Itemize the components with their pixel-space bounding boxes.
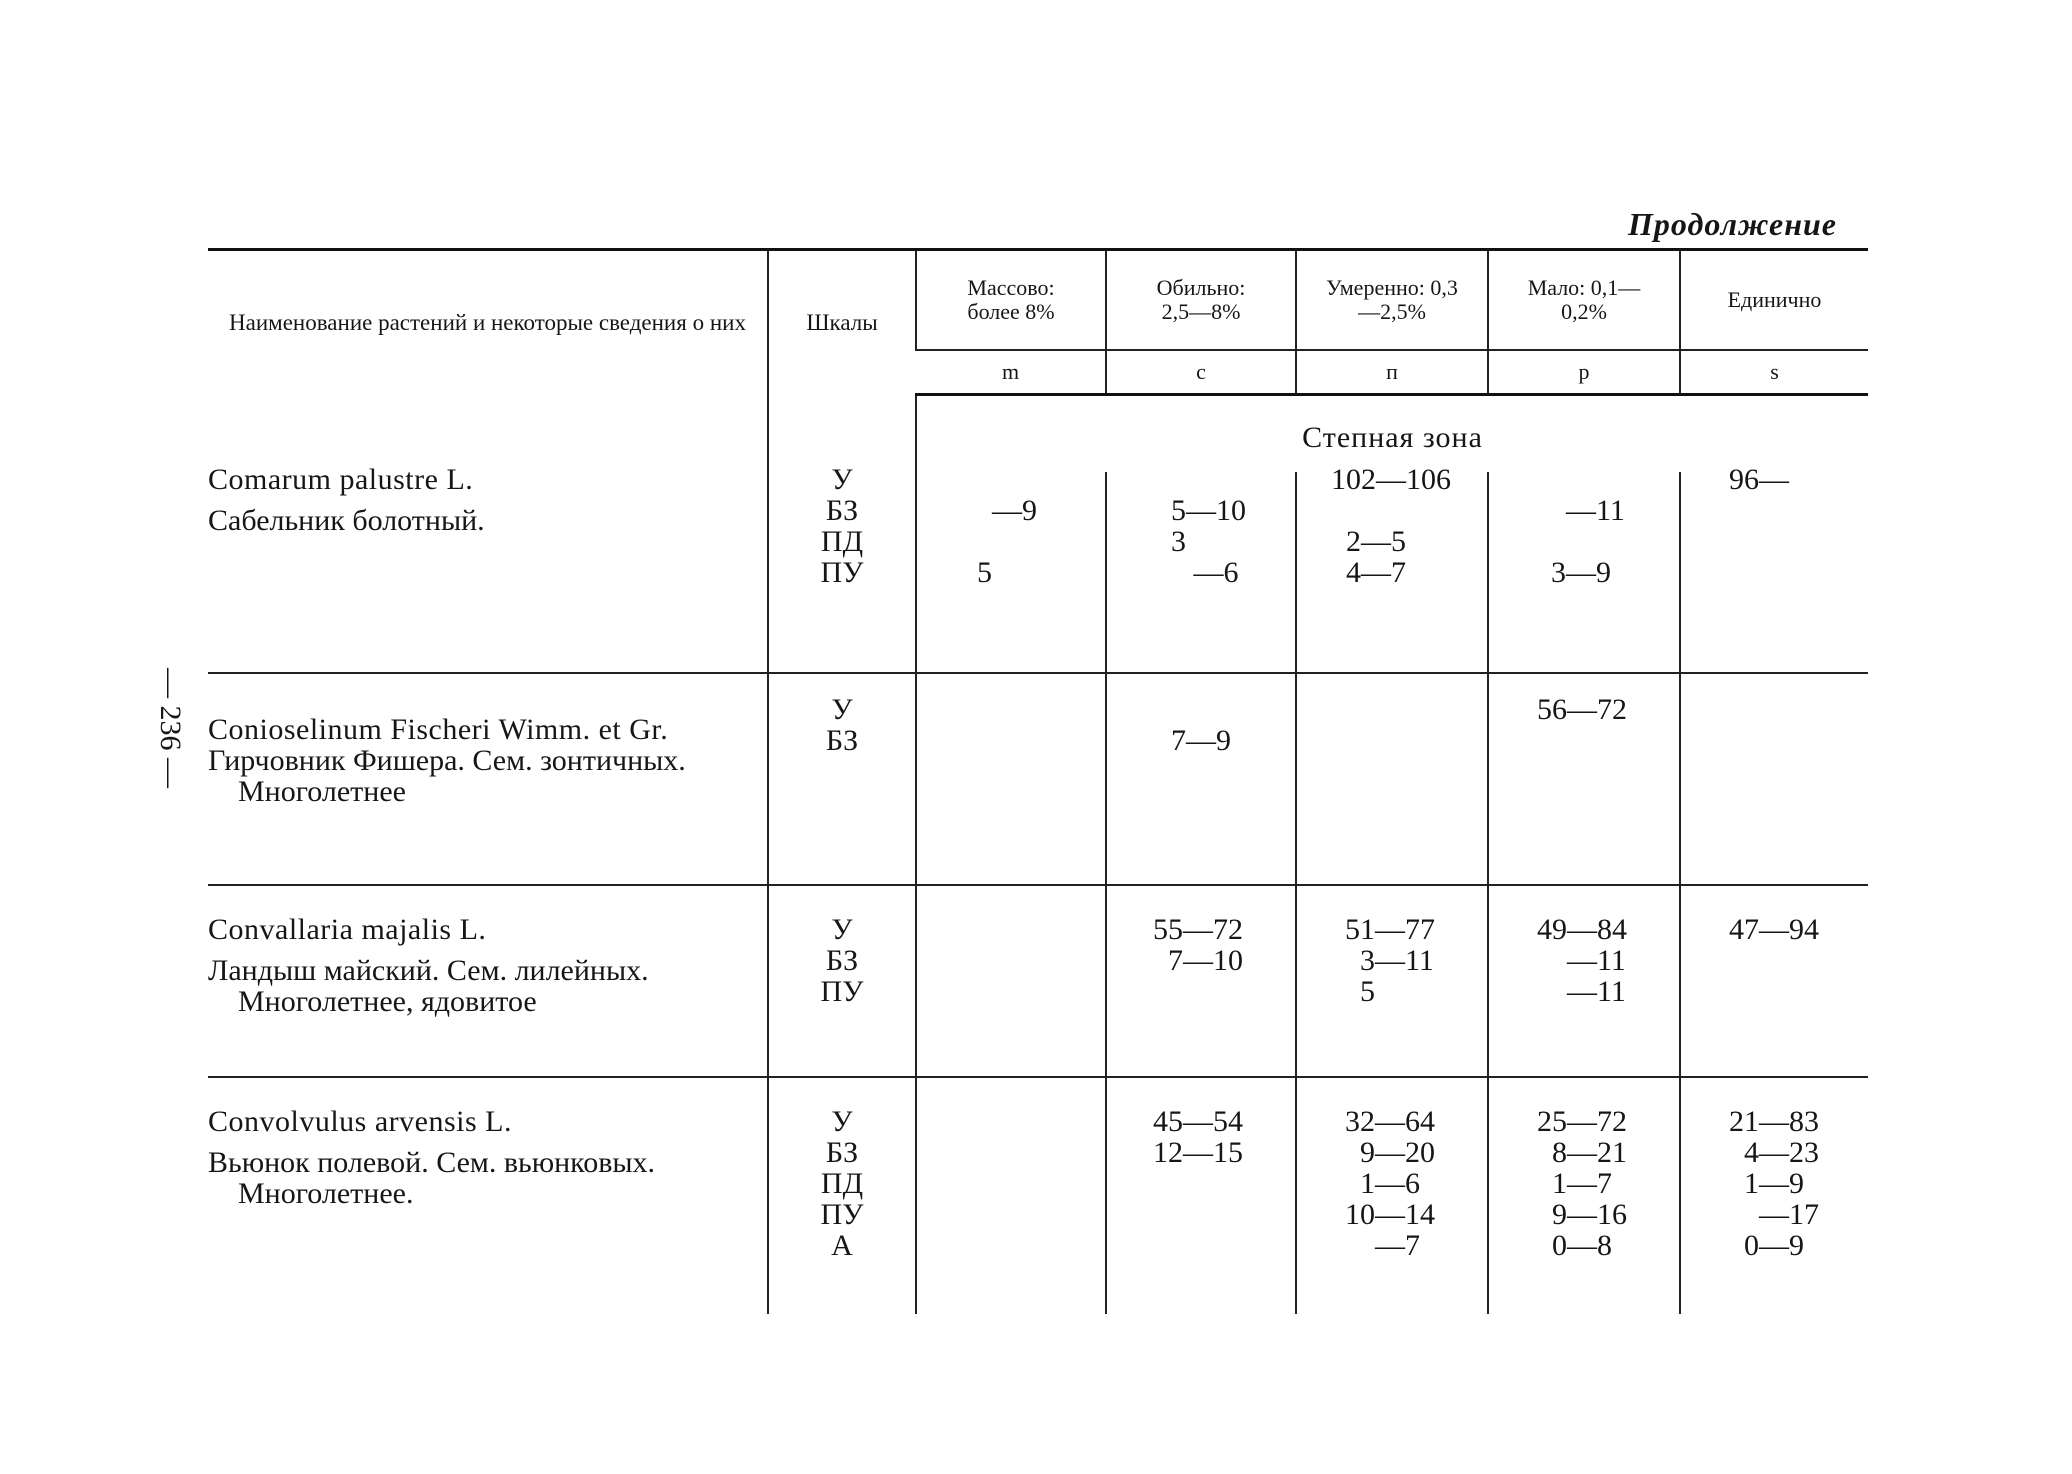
- plant-name-cell: [208, 463, 768, 673]
- zone-label: Степная зона: [916, 395, 1868, 473]
- plant-russian-name: Сабельник болотный.: [208, 504, 485, 537]
- table-row: [208, 472, 1868, 673]
- category-header-c: Обильно: 2,5—8%: [1106, 250, 1296, 351]
- value-s: 21—83 4—23 1—9 —17 0—9: [1729, 1105, 1819, 1262]
- value-c: 7—9: [1171, 724, 1231, 757]
- value-cell-n: [1296, 673, 1488, 885]
- value-s: 96—: [1729, 463, 1789, 496]
- category-header-n: Умеренно: 0,3—2,5%: [1296, 250, 1488, 351]
- plant-russian-name: Вьюнок полевой. Сем. вьюнковых.: [208, 1146, 656, 1179]
- value-c: 55—72 7—10: [1153, 913, 1243, 977]
- value-cell-s: [1680, 885, 1868, 1077]
- name-column-header: Наименование растений и некоторые сведения о них: [208, 250, 768, 395]
- table-row: [208, 885, 1868, 1077]
- scale-values: У БЗ ПУ: [820, 913, 864, 1008]
- value-cell-p: [1488, 472, 1680, 673]
- value-cell-n: [1296, 885, 1488, 1077]
- plant-name-cell: [208, 885, 768, 1077]
- scale-cell: [768, 463, 916, 673]
- plant-description: Многолетнее, ядовитое: [238, 985, 537, 1018]
- plant-latin-name: Convolvulus arvensis L.: [208, 1105, 512, 1138]
- value-cell-c: [1106, 1077, 1296, 1314]
- value-n: [1297, 674, 1487, 694]
- table-row: [208, 1077, 1868, 1314]
- plants-table: [208, 248, 1868, 1314]
- table-row: [208, 673, 1868, 885]
- category-code-s: s: [1680, 350, 1868, 395]
- category-code-m: m: [916, 350, 1106, 395]
- value-cell-n: [1296, 463, 1488, 673]
- zone-spacer-scale: [768, 395, 916, 473]
- plant-latin-name: Convallaria majalis L.: [208, 913, 487, 946]
- value-cell-s: [1680, 463, 1868, 673]
- value-s: [1681, 674, 1868, 694]
- category-header-s: Единично: [1680, 250, 1868, 351]
- continuation-label: Продолжение: [1628, 206, 1837, 242]
- value-s: 47—94: [1729, 913, 1819, 946]
- value-cell-n: [1296, 1077, 1488, 1314]
- scale-cell: [768, 673, 916, 885]
- value-c: 5—10 3 —6: [1171, 494, 1246, 589]
- value-cell-s: [1680, 1077, 1868, 1314]
- scale-values: У БЗ: [825, 693, 859, 757]
- category-code-c: c: [1106, 350, 1296, 395]
- value-n: 102—106 2—5 4—7: [1331, 463, 1451, 589]
- plant-russian-name: Гирчовник Фишера. Сем. зонтичных.: [208, 744, 686, 777]
- value-m: [917, 1078, 1105, 1106]
- page-number: [150, 658, 190, 798]
- scale-values: У БЗ ПД ПУ: [820, 463, 864, 589]
- value-cell-c: [1106, 885, 1296, 1077]
- scale-cell: [768, 885, 916, 1077]
- category-header-m: Массово: более 8%: [916, 250, 1106, 351]
- value-c: 45—54 12—15: [1153, 1105, 1243, 1169]
- scale-cell: [768, 1077, 916, 1314]
- plant-description: Многолетнее: [238, 775, 406, 808]
- value-cell-p: [1488, 1077, 1680, 1314]
- value-p: 25—72 8—21 1—7 9—16 0—8: [1537, 1105, 1627, 1262]
- plant-name-cell: [208, 673, 768, 885]
- zone-spacer: [208, 395, 768, 473]
- value-cell-p: [1488, 673, 1680, 885]
- plant-latin-name: Comarum palustre L.: [208, 463, 474, 496]
- plant-name-cell: [208, 1077, 768, 1314]
- plant-russian-name: Ландыш майский. Сем. лилейных.: [208, 954, 649, 987]
- value-cell-s: [1680, 673, 1868, 885]
- value-cell-m: [916, 673, 1106, 885]
- value-cell-c: [1106, 673, 1296, 885]
- value-n: 51—77 3—11 5: [1345, 913, 1435, 1008]
- scale-values: У БЗ ПД ПУ А: [820, 1105, 864, 1262]
- scale-column-header: Шкалы: [768, 250, 916, 395]
- value-cell-p: [1488, 885, 1680, 1077]
- page-number-text: — 236 —: [154, 668, 187, 788]
- plant-description: Многолетнее.: [238, 1177, 414, 1210]
- value-cell-c: [1106, 472, 1296, 673]
- plant-latin-name: Conioselinum Fischeri Wimm. et Gr.: [208, 713, 669, 746]
- value-p: 56—72: [1537, 693, 1627, 726]
- value-m: [917, 674, 1105, 694]
- value-cell-m: [916, 1077, 1106, 1314]
- category-header-p: Мало: 0,1—0,2%: [1488, 250, 1680, 351]
- value-n: 32—64 9—20 1—6 10—14 —7: [1345, 1105, 1435, 1262]
- value-p: —11 3—9: [1551, 494, 1625, 589]
- category-code-n: п: [1296, 350, 1488, 395]
- value-cell-m: [916, 885, 1106, 1077]
- value-m: [917, 886, 1105, 914]
- value-p: 49—84 —11 —11: [1537, 913, 1627, 1008]
- value-cell-m: [916, 472, 1106, 673]
- value-m: —9 5: [977, 494, 1037, 589]
- category-code-p: p: [1488, 350, 1680, 395]
